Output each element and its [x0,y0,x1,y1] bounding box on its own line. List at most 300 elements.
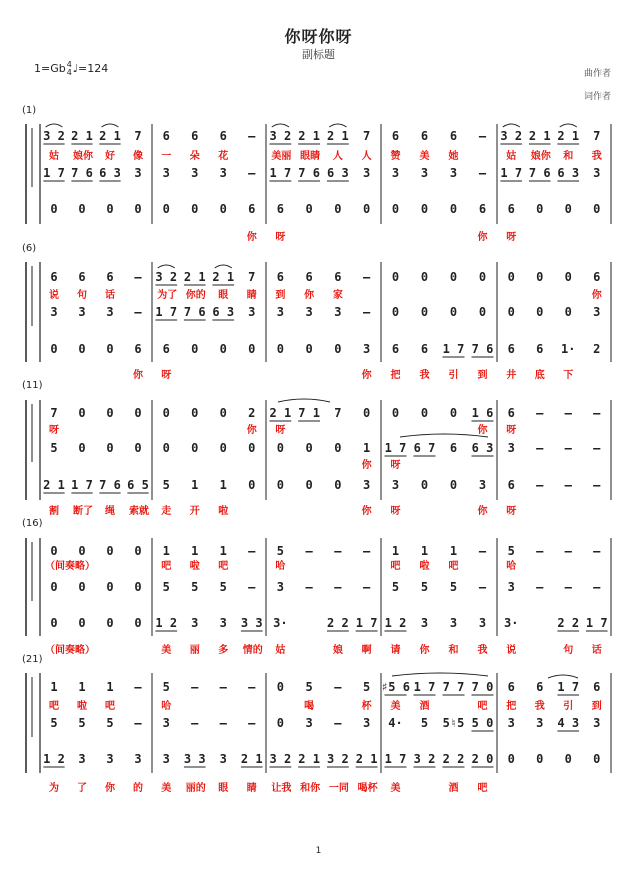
jianpu-note: 5♮5 [442,716,465,730]
jianpu-note: 4· [388,716,403,730]
jianpu-note: 3 3 [240,616,263,630]
jianpu-note: 0 [391,406,400,420]
lyric-syllable: 丽 [189,645,200,656]
jianpu-note: 2 1 [528,129,551,143]
jianpu-note: 6 [507,202,515,216]
jianpu-note: 0 [507,305,515,319]
jianpu-note: 0 [478,305,487,319]
jianpu-note: 3 [593,166,601,180]
jianpu-note: 3 [219,166,227,180]
jianpu-note: 3 [78,305,86,319]
jianpu-note: 3 2 [155,270,178,284]
jianpu-note: 0 [449,202,458,216]
jianpu-note: 6 7 [413,441,436,455]
lyric-syllable: 为 [49,783,59,794]
jianpu-note: 0 [536,305,544,319]
lyric-syllable: 把 [390,370,401,381]
lyric-syllable: 呀 [390,506,401,517]
jianpu-note: 2 1 [240,752,263,766]
jianpu-note: 0 [78,406,86,420]
time-signature-bottom: 4 [66,68,72,77]
jianpu-note: 0 [305,202,313,216]
jianpu-note: – [248,544,256,558]
jianpu-note: – [536,441,544,455]
jianpu-note: 0 [334,441,342,455]
jianpu-note: 0 [78,202,86,216]
jianpu-note: 1 [162,544,170,558]
jianpu-note: 1 7 [442,342,465,356]
lyric-syllable: 好 [105,151,115,162]
jianpu-note: – [363,270,371,284]
lyric-syllable: 朵 [189,151,200,162]
jianpu-note: 0 [363,202,371,216]
lyric-syllable: 一同 [328,783,349,794]
lyric-syllable: 睛 [246,783,257,794]
jianpu-note: – [248,129,256,143]
jianpu-note: 0 [106,406,114,420]
jianpu-note: 5 [305,680,313,694]
slur-arc [278,399,330,402]
lyric-syllable: 人 [361,151,372,162]
jianpu-note: 3 [305,305,313,319]
tie-arc [503,124,520,127]
jianpu-note: 0 [78,616,86,630]
lyric-syllable: 句 [563,645,574,656]
jianpu-note: 3 [134,752,142,766]
lyric-syllable: 割 [49,506,59,517]
system-number: (11) [22,380,43,391]
jianpu-note: 5 [50,441,58,455]
lyric-syllable: 美 [390,783,401,794]
jianpu-note: 0 [391,202,400,216]
lyric-syllable: 姑 [506,151,517,162]
jianpu-note: 0 [420,270,429,284]
lyric-syllable: 你 [246,232,257,243]
jianpu-note: 1 7 [384,752,407,766]
jianpu-note: 3 [363,166,371,180]
jianpu-note: 0 [106,616,114,630]
jianpu-note: 5 [391,580,400,594]
lyric-syllable: 呀 [390,460,401,471]
jianpu-note: 3 [420,616,429,630]
jianpu-note: – [478,544,487,558]
jianpu-note: 0 [248,342,256,356]
jianpu-note: 6 [162,342,170,356]
jianpu-note: 6 [391,129,400,143]
jianpu-note: 3 [191,166,199,180]
lyric-syllable: 和 [448,645,459,656]
jianpu-note: 6 [420,129,429,143]
lyric-syllable: 美丽 [271,151,292,162]
lyric-syllable: 酒 [448,783,459,794]
jianpu-note: 7 6 [99,478,121,492]
lyric-syllable: 呀 [275,425,286,436]
jianpu-note: 2 1 [557,129,580,143]
system-number: (16) [22,518,43,529]
jianpu-note: 0 [391,270,400,284]
jianpu-note: 6 [78,270,86,284]
jianpu-note: 7 6 [528,166,551,180]
jianpu-note: 3 [219,616,227,630]
lyric-syllable: 喝杯 [357,783,378,794]
jianpu-note: 6 3 [557,166,580,180]
jianpu-note: 0 [276,342,284,356]
jianpu-note: – [564,580,572,594]
jianpu-note: 6 [593,680,601,694]
lyric-syllable: 你 [361,506,372,517]
tie-arc [102,124,119,127]
lyric-syllable: 我 [477,645,488,656]
jianpu-note: 3 [507,716,515,730]
lyric-syllable: 的 [133,783,143,794]
jianpu-note: 2 1 [269,406,292,420]
jianpu-note: 0 [276,680,284,694]
jianpu-note: 6 [191,129,199,143]
jianpu-note: 2 1 [327,129,349,143]
jianpu-note: 1 [449,544,458,558]
jianpu-note: 3 [305,716,313,730]
jianpu-note: 0 [219,406,227,420]
lyric-syllable: 吧 [448,561,459,572]
jianpu-note: – [564,478,572,492]
jianpu-note: 1 [78,680,86,694]
jianpu-note: – [305,580,313,594]
jianpu-note: 1 [219,544,227,558]
jianpu-note: 6 [507,342,515,356]
jianpu-note: 3 [334,305,342,319]
jianpu-note: 1 7 [585,616,608,630]
lyric-syllable: 哈 [161,701,172,712]
lyric-syllable: 丽的 [185,783,206,794]
lyric-syllable: 吧 [105,701,115,712]
lyric-syllable: 到 [477,370,488,381]
jianpu-note: 0 [536,202,544,216]
jianpu-note: 0 [420,202,429,216]
jianpu-note: 3 [593,305,601,319]
jianpu-note: 3 [106,305,114,319]
jianpu-note: – [334,716,342,730]
lyric-syllable: 哈 [275,561,286,572]
jianpu-note: 3 [50,305,58,319]
lyric-syllable: 啦 [189,561,200,572]
lyric-syllable: 娘你 [530,151,551,162]
jianpu-note: 3 [449,166,458,180]
lyric-syllable: 像 [133,151,143,162]
tie-arc [329,124,346,127]
jianpu-note: – [305,544,313,558]
lyric-syllable: 我 [534,701,545,712]
jianpu-note: 3 [536,716,544,730]
jianpu-note: 1 [50,680,58,694]
jianpu-note: 5 [507,544,515,558]
jianpu-note: 0 [305,478,313,492]
lyric-syllable: 美 [161,645,172,656]
lyric-syllable: 了 [77,783,87,794]
jianpu-note: 6 [449,129,458,143]
jianpu-note: 0 [219,202,227,216]
jianpu-note: 3 [507,441,515,455]
jianpu-note: 0 [334,202,342,216]
jianpu-note: – [478,166,487,180]
jianpu-note: – [593,406,601,420]
lyric-syllable: 你 [361,460,372,471]
jianpu-note: 0 [191,342,199,356]
jianpu-note: 2 1 [298,752,320,766]
jianpu-note: 6 [50,270,58,284]
jianpu-note: 5 [191,580,199,594]
jianpu-note: 0 [564,752,572,766]
lyric-syllable: 吧 [477,701,488,712]
jianpu-note: 1 [191,478,199,492]
lyric-syllable: 让我 [271,783,292,794]
jianpu-note: 3 [162,716,170,730]
lyric-syllable: 她 [448,151,459,162]
jianpu-note: 0 [134,616,142,630]
jianpu-note: 0 [334,342,342,356]
jianpu-note: 3 [248,305,256,319]
jianpu-note: 0 [564,270,572,284]
jianpu-note: 0 [420,478,429,492]
tie-arc [272,124,289,127]
jianpu-note: 3 [162,752,170,766]
jianpu-note: 6 3 [327,166,349,180]
jianpu-note: 3 [276,305,284,319]
jianpu-note: 0 [391,305,400,319]
jianpu-note: 5 [106,716,114,730]
lyric-syllable: 说 [49,290,59,301]
jianpu-note: 5 [78,716,86,730]
jianpu-note: 0 [478,270,487,284]
lyric-syllable: 你 [304,290,315,301]
lyric-syllable: 啦 [218,506,229,517]
jianpu-note: – [536,580,544,594]
jianpu-note: – [219,680,227,694]
jianpu-note: 6 [478,202,487,216]
jianpu-note: 3 [219,752,227,766]
jianpu-note: 0 [50,616,58,630]
jianpu-note: 0 [536,270,544,284]
jianpu-note: 3 [191,616,199,630]
lyric-syllable: 眼 [218,783,229,794]
lyric-syllable: 杯 [361,701,372,712]
jianpu-note: 0 [305,342,313,356]
jianpu-note: 5 0 [471,716,494,730]
page-number: 1 [315,846,322,856]
jianpu-note: 1 6 [471,406,494,420]
jianpu-note: 3 [391,478,400,492]
jianpu-note: 0 [78,544,86,558]
jianpu-note: 1 [219,478,227,492]
jianpu-note: 0 [134,580,142,594]
jianpu-note: 0 [134,406,142,420]
jianpu-note: 2 1 [71,129,93,143]
lyric-syllable: 我 [419,370,430,381]
lyric-syllable: 引 [563,701,574,712]
jianpu-note: 0 [276,441,284,455]
jianpu-note: 0 [593,202,601,216]
jianpu-note: 3 2 [413,752,436,766]
lyric-syllable: 引 [448,370,459,381]
jianpu-note: 0 [219,342,227,356]
jianpu-note: – [219,716,227,730]
jianpu-note: 7 [248,270,256,284]
jianpu-note: 0 [50,342,58,356]
jianpu-note: 1 [106,680,114,694]
lyric-syllable: 我 [591,151,602,162]
jianpu-note: 3 2 [500,129,523,143]
jianpu-note: 0 [305,441,313,455]
lyric-syllable: 到 [275,290,286,301]
lyricist-credit: 词作者 [583,92,611,102]
jianpu-note: 0 [78,441,86,455]
lyric-syllable: 酒 [419,701,430,712]
lyric-syllable: 井 [506,370,517,381]
jianpu-note: 3 2 [327,752,349,766]
jianpu-note: 1 [420,544,429,558]
jianpu-note: 2 1 [212,270,235,284]
jianpu-note: 0 [162,202,170,216]
lyric-syllable: 你 [246,425,257,436]
jianpu-note: 6 [536,342,544,356]
jianpu-note: 6 [420,342,429,356]
jianpu-note: 0 [219,441,227,455]
jianpu-note: 0 [191,406,199,420]
jianpu-note: 7 [50,406,58,420]
jianpu-note: – [334,544,342,558]
tempo-value: =124 [78,62,109,75]
jianpu-note: 1 7 [413,680,436,694]
lyric-syllable: 花 [218,151,229,162]
lyric-syllable: （间奏略） [45,561,95,572]
song-title: 你呀你呀 [284,27,353,46]
jianpu-note: 6 [507,406,515,420]
jianpu-note: 3 [134,166,142,180]
jianpu-note: 3 [276,580,284,594]
lyric-syllable: 你的 [185,290,206,301]
lyric-syllable: 啊 [361,645,372,656]
jianpu-note: 0 [191,202,199,216]
lyric-syllable: 睛 [246,290,257,301]
jianpu-note: – [334,580,342,594]
lyric-syllable: 你 [477,506,488,517]
jianpu-note: 6 [536,680,544,694]
jianpu-note: 0 [507,270,515,284]
jianpu-note: 7 [334,406,342,420]
lyric-syllable: 美 [419,151,430,162]
key-signature: 1=Gb [34,62,66,75]
lyric-syllable: 呀 [506,232,517,243]
jianpu-note: 6 [449,441,458,455]
lyric-syllable: 吧 [49,701,59,712]
lyric-syllable: 索就 [129,506,149,517]
jianpu-note: 7 6 [471,342,494,356]
jianpu-note: 1 7 [500,166,523,180]
jianpu-note: 0 [248,441,256,455]
jianpu-note: 6 3 [99,166,121,180]
jianpu-note: 5 [276,544,284,558]
lyric-syllable: 为了 [157,290,178,301]
jianpu-note: 6 [219,129,227,143]
jianpu-note: – [134,680,142,694]
jianpu-note: – [593,544,601,558]
lyric-syllable: 姑 [275,645,286,656]
lyric-syllable: 句 [77,290,87,301]
jianpu-note: 1 7 [155,305,178,319]
lyric-syllable: 和 [563,151,574,162]
jianpu-note: 6 [593,270,601,284]
jianpu-note: 2 [248,406,256,420]
jianpu-note: 6 [106,270,114,284]
jianpu-note: 0 [106,202,114,216]
jianpu-note: 2 1 [43,478,65,492]
lyric-syllable: 美 [390,701,401,712]
jianpu-note: 3 [106,752,114,766]
jianpu-note: – [134,270,142,284]
jianpu-note: 0 [564,305,572,319]
jianpu-note: 0 [134,202,142,216]
jianpu-note: 1 7 [355,616,378,630]
jianpu-note: 3 3 [183,752,206,766]
lyric-syllable: 到 [591,701,602,712]
lyric-syllable: 喝 [304,701,315,712]
jianpu-note: 5 [219,580,227,594]
jianpu-note: 0 [536,752,544,766]
jianpu-note: 1 7 [269,166,292,180]
jianpu-note: 0 [162,441,170,455]
jianpu-note: – [248,680,256,694]
lyric-syllable: 你 [105,783,115,794]
jianpu-note: 1 [391,544,400,558]
jianpu-note: 3· [504,616,519,630]
jianpu-note: 5 [363,680,371,694]
lyric-syllable: 娘 [332,645,343,656]
composer-credit: 曲作者 [583,69,611,79]
lyric-syllable: 娘你 [73,151,93,162]
jianpu-note: 3 [363,478,371,492]
lyric-syllable: 开 [189,506,200,517]
jianpu-note: 1 [363,441,371,455]
lyric-syllable: 下 [563,370,574,381]
jianpu-note: 0 [106,342,114,356]
jianpu-note: 0 [334,478,342,492]
jianpu-note: 7 1 [298,406,320,420]
jianpu-note: 7 6 [183,305,206,319]
jianpu-note: 3 [478,616,487,630]
tie-arc [46,124,63,127]
jianpu-note: 3 [593,716,601,730]
jianpu-note: – [363,544,371,558]
jianpu-note: 6 [305,270,313,284]
tie-arc [215,265,232,268]
jianpu-note: 7 [134,129,142,143]
jianpu-note: 0 [50,544,58,558]
jianpu-note: 3 2 [269,752,292,766]
jianpu-note: 3 [363,342,371,356]
jianpu-note: 6 [276,202,284,216]
jianpu-note: 3 [507,580,515,594]
jianpu-note: 3 [420,166,429,180]
lyric-syllable: 人 [332,151,343,162]
jianpu-note: 3 [162,166,170,180]
jianpu-note: 3 [449,616,458,630]
lyric-syllable: 啦 [419,561,430,572]
lyric-syllable: 你 [133,370,143,381]
jianpu-note: 7 7 [442,680,465,694]
jianpu-note: 5 [420,580,429,594]
jianpu-note: ♯5 6 [381,680,410,694]
jianpu-note: 3 2 [43,129,65,143]
jianpu-note: 0 [248,478,256,492]
